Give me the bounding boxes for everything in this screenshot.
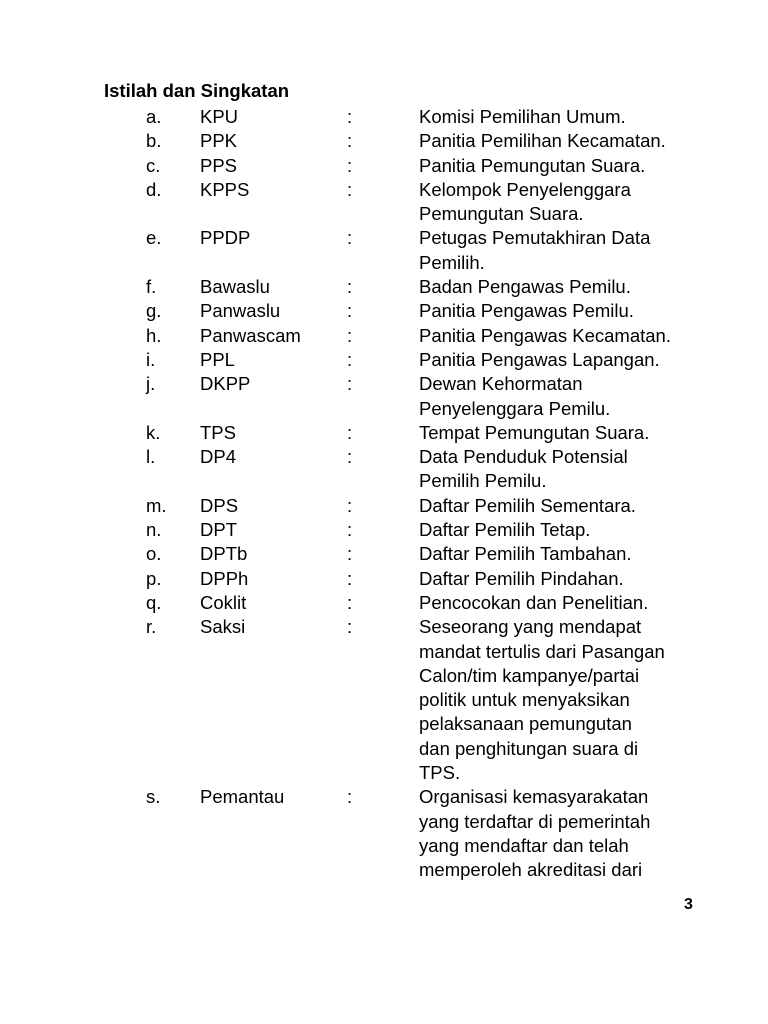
glossary-entry (0, 518, 768, 542)
definition-line: Panitia Pengawas Kecamatan. (419, 324, 671, 346)
entry-definition (419, 299, 709, 323)
section-heading: Istilah dan Singkatan (104, 80, 290, 101)
glossary-entry (0, 615, 768, 785)
entry-separator: : (347, 494, 353, 516)
glossary-entry (0, 129, 768, 153)
definition-line: Pencocokan dan Penelitian. (419, 591, 649, 613)
definition-line: mandat tertulis dari Pasangan (419, 640, 665, 662)
entry-abbreviation: KPU (200, 106, 239, 127)
definition-line: Badan Pengawas Pemilu. (419, 276, 631, 298)
entry-definition (419, 226, 709, 275)
definition-line: Seseorang yang mendapat (419, 616, 642, 638)
entry-separator: : (347, 543, 353, 565)
entry-letter: i. (146, 348, 156, 370)
entry-definition (419, 518, 709, 542)
entry-definition (419, 615, 709, 785)
entry-letter: m. (146, 494, 167, 516)
definition-line: memperoleh akreditasi dari (419, 859, 643, 881)
entry-separator: : (347, 519, 353, 541)
entry-abbreviation: Panwascam (200, 324, 301, 346)
entry-separator: : (347, 373, 353, 395)
entry-abbreviation: DP4 (200, 446, 236, 468)
entry-abbreviation: PPL (200, 348, 235, 370)
glossary-entry (0, 324, 768, 348)
definition-line: Pemilih. (419, 251, 485, 273)
entry-letter: r. (146, 616, 157, 638)
entry-letter: c. (146, 154, 161, 176)
glossary-entry (0, 275, 768, 299)
definition-line: Calon/tim kampanye/partai (419, 664, 640, 686)
glossary-entry (0, 226, 768, 275)
entry-separator: : (347, 591, 353, 613)
entry-separator: : (347, 227, 353, 249)
entry-abbreviation: Coklit (200, 591, 247, 613)
entry-definition (419, 591, 709, 615)
entry-letter: l. (146, 446, 156, 468)
entry-letter: e. (146, 227, 162, 249)
definition-line: TPS. (419, 762, 461, 784)
glossary-entry (0, 445, 768, 494)
glossary-entry (0, 178, 768, 227)
entry-letter: h. (146, 324, 162, 346)
definition-line: Komisi Pemilihan Umum. (419, 106, 626, 127)
definition-line: Panitia Pemilihan Kecamatan. (419, 130, 666, 152)
definition-line: yang terdaftar di pemerintah (419, 810, 651, 832)
entry-letter: j. (146, 373, 156, 395)
entry-separator: : (347, 446, 353, 468)
entry-abbreviation: Panwaslu (200, 300, 281, 322)
entry-abbreviation: Bawaslu (200, 276, 270, 298)
entry-letter: n. (146, 519, 162, 541)
definition-line: Panitia Pengawas Lapangan. (419, 348, 660, 370)
entry-separator: : (347, 130, 353, 152)
entry-separator: : (347, 300, 353, 322)
definition-line: Kelompok Penyelenggara (419, 178, 631, 200)
entry-definition (419, 348, 709, 372)
entry-separator: : (347, 348, 353, 370)
entry-letter: o. (146, 543, 162, 565)
entry-letter: g. (146, 300, 162, 322)
definition-line: pelaksanaan pemungutan (419, 713, 632, 735)
entry-letter: f. (146, 276, 157, 298)
glossary-entry (0, 299, 768, 323)
entry-definition (419, 275, 709, 299)
definition-line: Data Penduduk Potensial (419, 446, 628, 468)
glossary-entry (0, 154, 768, 178)
definition-line: Petugas Pemutakhiran Data (419, 227, 651, 249)
entry-abbreviation: TPS (200, 421, 236, 443)
entry-definition (419, 421, 709, 445)
entry-abbreviation: DKPP (200, 373, 251, 395)
entry-definition (419, 542, 709, 566)
entry-abbreviation: DPS (200, 494, 239, 516)
definition-line: politik untuk menyaksikan (419, 689, 630, 711)
definition-line: Pemilih Pemilu. (419, 470, 547, 492)
entry-letter: q. (146, 591, 162, 613)
entry-letter: p. (146, 567, 162, 589)
entry-abbreviation: Pemantau (200, 786, 285, 808)
entry-letter: d. (146, 178, 162, 200)
entry-separator: : (347, 421, 353, 443)
definition-line: Daftar Pemilih Pindahan. (419, 567, 624, 589)
entry-definition (419, 129, 709, 153)
definition-line: dan penghitungan suara di (419, 737, 639, 759)
glossary-entry (0, 348, 768, 372)
glossary-entry (0, 105, 768, 129)
definition-line: Dewan Kehormatan (419, 373, 583, 395)
entry-abbreviation: DPPh (200, 567, 249, 589)
glossary-entry (0, 494, 768, 518)
definition-line: Organisasi kemasyarakatan (419, 786, 649, 808)
entry-abbreviation: PPDP (200, 227, 251, 249)
glossary-entry (0, 372, 768, 421)
entry-abbreviation: Saksi (200, 616, 246, 638)
definition-line: Daftar Pemilih Tambahan. (419, 543, 632, 565)
entry-definition (419, 567, 709, 591)
entry-definition (419, 445, 709, 494)
definition-line: Penyelenggara Pemilu. (419, 397, 611, 419)
entry-definition (419, 178, 709, 227)
entry-letter: a. (146, 106, 162, 127)
entry-abbreviation: PPK (200, 130, 238, 152)
glossary-entry (0, 591, 768, 615)
glossary-entry (0, 542, 768, 566)
entry-separator: : (347, 276, 353, 298)
entry-definition (419, 324, 709, 348)
definition-line: Panitia Pengawas Pemilu. (419, 300, 634, 322)
definition-line: Panitia Pemungutan Suara. (419, 154, 646, 176)
definition-line: Daftar Pemilih Tetap. (419, 519, 591, 541)
entry-letter: b. (146, 130, 162, 152)
entry-abbreviation: DPTb (200, 543, 248, 565)
definition-line: Tempat Pemungutan Suara. (419, 421, 650, 443)
entry-abbreviation: PPS (200, 154, 238, 176)
entry-separator: : (347, 567, 353, 589)
glossary-entry (0, 785, 768, 882)
entry-definition (419, 154, 709, 178)
entry-abbreviation: KPPS (200, 178, 250, 200)
entry-abbreviation: DPT (200, 519, 237, 541)
glossary-entry (0, 421, 768, 445)
glossary-entry (0, 567, 768, 591)
entry-separator: : (347, 154, 353, 176)
entry-separator: : (347, 178, 353, 200)
definition-line: Daftar Pemilih Sementara. (419, 494, 636, 516)
entry-separator: : (347, 106, 353, 127)
entry-definition (419, 494, 709, 518)
definition-line: yang mendaftar dan telah (419, 834, 629, 856)
entry-letter: k. (146, 421, 161, 443)
entry-separator: : (347, 786, 353, 808)
entry-letter: s. (146, 786, 161, 808)
entry-separator: : (347, 616, 353, 638)
entry-definition (419, 372, 709, 421)
entry-definition (419, 785, 709, 882)
entry-definition (419, 105, 709, 129)
entry-separator: : (347, 324, 353, 346)
definition-line: Pemungutan Suara. (419, 203, 584, 225)
glossary-list (0, 105, 768, 883)
page-number: 3 (684, 896, 693, 913)
